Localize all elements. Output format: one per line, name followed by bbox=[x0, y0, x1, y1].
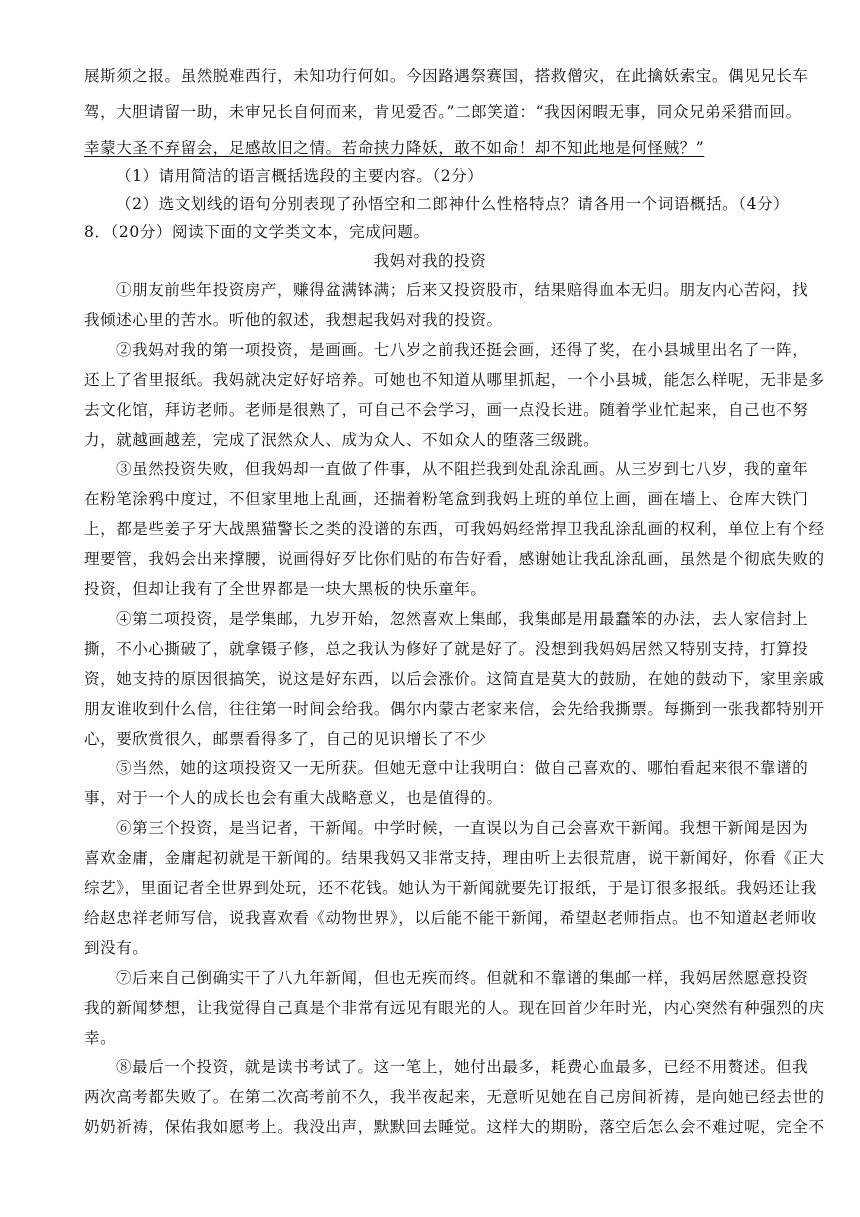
article-line: 朋友谁收到什么信，往往第一时间会给我。偶尔内蒙古老家来信，会先给我撕票。每撕到一张我都特别开 bbox=[84, 700, 825, 718]
article-line: ⑧最后一个投资，就是读书考试了。这一笔上，她付出最多，耗费心血最多，已经不用赘述。但我 bbox=[116, 1058, 809, 1076]
passage-underlined-line: 幸蒙大圣不弃留会，足感故旧之情。若命挟力降妖，敢不如命！却不知此地是何怪贼？” bbox=[84, 139, 705, 157]
article-line: 事，对于一个人的成长也会有重大战略意义，也是值得的。 bbox=[84, 789, 503, 807]
article-line: 我倾述心里的苦水。听他的叙述，我想起我妈对我的投资。 bbox=[84, 311, 503, 329]
article-line: 撕，不小心撕破了，就拿镊子修，总之我认为修好了就是好了。没想到我妈妈居然又特别支持，打算投 bbox=[84, 640, 809, 658]
question-8-header: 8．（20分）阅读下面的文学类文本，完成问题。 bbox=[84, 223, 430, 241]
article-line: 奶奶祈祷，保佑我如愿考上。我没出声，默默回去睡觉。这样大的期盼，落空后怎么会不难过呢，完全不 bbox=[84, 1118, 825, 1136]
article-line: 还上了省里报纸。我妈就决定好好培养。可她也不知道从哪里抓起，一个小县城，能怎么样呢，无非是多 bbox=[84, 371, 825, 389]
article-line: 我的新闻梦想，让我觉得自己真是个非常有远见有眼光的人。现在回首少年时光，内心突然有种强烈的庆 bbox=[84, 999, 825, 1017]
article-line: 上，都是些姜子牙大战黑猫警长之类的没谱的东西，可我妈妈经常捍卫我乱涂乱画的权利，单位上有个经 bbox=[84, 520, 825, 538]
subquestion-2: （2）选文划线的语句分别表现了孙悟空和二郎神什么性格特点？请各用一个词语概括。（4分） bbox=[116, 195, 790, 213]
passage-line: 驾，大胆请留一助，未审兄长自何而来，肯见爱否。”二郎笑道：“我因闲暇无事，同众兄弟采猎而回。 bbox=[84, 103, 802, 121]
article-line: 投资，但却让我有了全世界都是一块大黑板的快乐童年。 bbox=[84, 580, 487, 598]
article-line: ⑤当然，她的这项投资又一无所获。但她无意中让我明白：做自己喜欢的、哪怕看起来很不靠谱的 bbox=[116, 759, 809, 777]
article-line: 两次高考都失败了。在第二次高考前不久，我半夜起来，无意听见她在自己房间祈祷，是向她已经去世的 bbox=[84, 1088, 825, 1106]
article-line: 在粉笔涂鸦中度过，不但家里地上乱画，还揣着粉笔盒到我妈上班的单位上画，画在墙上、仓库大铁门 bbox=[84, 490, 809, 508]
article-line: 喜欢金庸，金庸起初就是干新闻的。结果我妈又非常支持，理由听上去很荒唐，说干新闻好，你看《正大 bbox=[84, 849, 825, 867]
article-line: ④第二项投资，是学集邮，九岁开始，忽然喜欢上集邮，我集邮是用最蠢笨的办法，去人家信封上 bbox=[116, 610, 809, 628]
article-line: 去文化馆，拜访老师。老师是很熟了，可自己不会学习，画一点没长进。随着学业忙起来，自己也不努 bbox=[84, 401, 809, 419]
article-line: 理要管，我妈会出来撑腰，说画得好歹比你们贴的布告好看，感谢她让我乱涂乱画，虽然是个彻底失败的 bbox=[84, 550, 825, 568]
article-line: 资，她支持的原因很搞笑，说这是好东西，以后会涨价。这简直是莫大的鼓励，在她的鼓动下，家里亲戚 bbox=[84, 670, 825, 688]
article-line: 综艺》，里面记者全世界到处玩，还不花钱。她认为干新闻就要先订报纸，于是订很多报纸。我妈还让我 bbox=[84, 879, 817, 897]
article-line: ⑦后来自己倒确实干了八九年新闻，但也无疾而终。但就和不靠谱的集邮一样，我妈居然愿意投资 bbox=[116, 969, 809, 987]
passage-line: 展斯须之报。虽然脱难西行，未知功行何如。今因路遇祭赛国，搭救僧灾，在此擒妖索宝。偶见兄长车 bbox=[84, 67, 809, 85]
article-line: 给赵忠祥老师写信，说我喜欢看《动物世界》，以后能不能干新闻，希望赵老师指点。也不知道赵老师收 bbox=[84, 909, 817, 927]
article-line: ③虽然投资失败，但我妈却一直做了件事，从不阻拦我到处乱涂乱画。从三岁到七八岁，我的童年 bbox=[116, 460, 809, 478]
article-line: ②我妈对我的第一项投资，是画画。七八岁之前我还挺会画，还得了奖，在小县城里出名了一阵， bbox=[116, 341, 809, 359]
article-line: 到没有。 bbox=[84, 939, 149, 957]
article-line: 心，要欣赏很久，邮票看得多了，自己的见识增长了不少 bbox=[84, 730, 487, 748]
article-line: 幸。 bbox=[84, 1029, 117, 1047]
article-line: ①朋友前些年投资房产，赚得盆满钵满；后来又投资股市，结果赔得血本无归。朋友内心苦闷，找 bbox=[116, 281, 809, 299]
subquestion-1: （1）请用简洁的语言概括选段的主要内容。（2分） bbox=[116, 167, 484, 185]
article-line: ⑥第三个投资，是当记者，干新闻。中学时候，一直误以为自己会喜欢干新闻。我想干新闻是因为 bbox=[116, 819, 809, 837]
article-line: 力，就越画越差，完成了泯然众人、成为众人、不如众人的堕落三级跳。 bbox=[84, 431, 600, 449]
article-title: 我妈对我的投资 bbox=[373, 252, 487, 270]
